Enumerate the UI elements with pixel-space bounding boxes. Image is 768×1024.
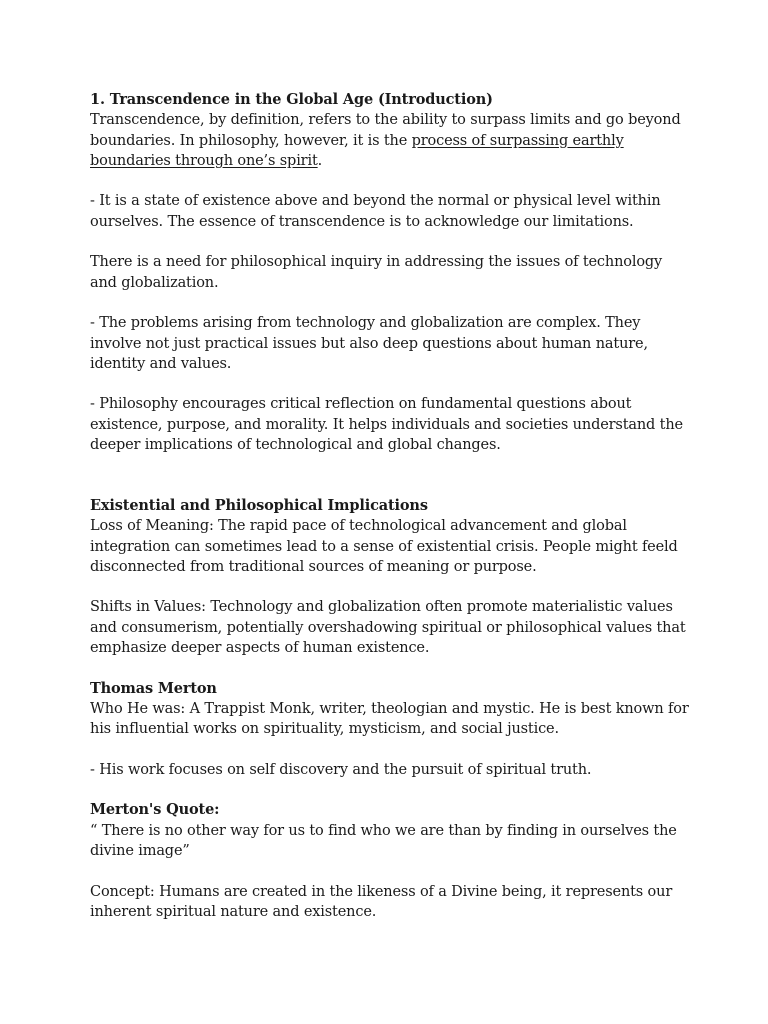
intro-heading: 1. Transcendence in the Global Age (Introduction) [90,91,493,108]
merton-who-paragraph: Who He was: A Trappist Monk, writer, theologian and mystic. He is best known for his influential works on spirituality, mysticism, and social justice. [90,700,689,738]
quote-heading: Merton's Quote: [90,801,220,819]
definition-end: . [317,152,323,169]
implications-heading: Existential and Philosophical Implications [90,496,428,514]
definition-underlined-text: process of surpassing earthly boundaries through one’s spirit [90,132,624,169]
intro-definition [90,110,690,171]
merton-bullet-work: - His work focuses on self discovery and the pursuit of spiritual truth. [90,761,592,778]
merton-heading: Thomas Merton [90,679,217,697]
intro-bullet-problems: - The problems arising from technology and globalization are complex. They involve not just practical issues but also deep questions about human nature, identity and values. [90,315,648,372]
definition-text: Transcendence, by definition, refers to the ability to surpass limits and go beyond boundaries. In philosophy, however, it is the [90,112,681,149]
intro-bullet-state: - It is a state of existence above and beyond the normal or physical level within ourselves. The essence of transcendence is to acknowledge our limitations. [90,193,661,230]
merton-quote-text: “ There is no other way for us to find who we are than by finding in ourselves the divine image” [90,822,677,859]
concept-paragraph: Concept: Humans are created in the likeness of a Divine being, it represents our inherent spiritual nature and existence. [90,883,673,920]
intro-need-inquiry: There is a need for philosophical inquiry in addressing the issues of technology and globalization. [90,254,663,291]
shifts-in-values-paragraph: Shifts in Values: Technology and globalization often promote materialistic values and consumerism, potentially overshadowing spiritual or philosophical values that emphasize deeper aspects of human existence. [90,599,686,657]
loss-of-meaning-paragraph: Loss of Meaning: The rapid pace of technological advancement and global integration can sometimes lead to a sense of existential crisis. People might feeld disconnected from traditional sources of meaning or purpose. [90,518,678,575]
document-page [90,90,690,922]
intro-bullet-philosophy: - Philosophy encourages critical reflection on fundamental questions about existence, purpose, and morality. It helps individuals and societies understand the deeper implications of technological and global changes. [90,396,683,454]
